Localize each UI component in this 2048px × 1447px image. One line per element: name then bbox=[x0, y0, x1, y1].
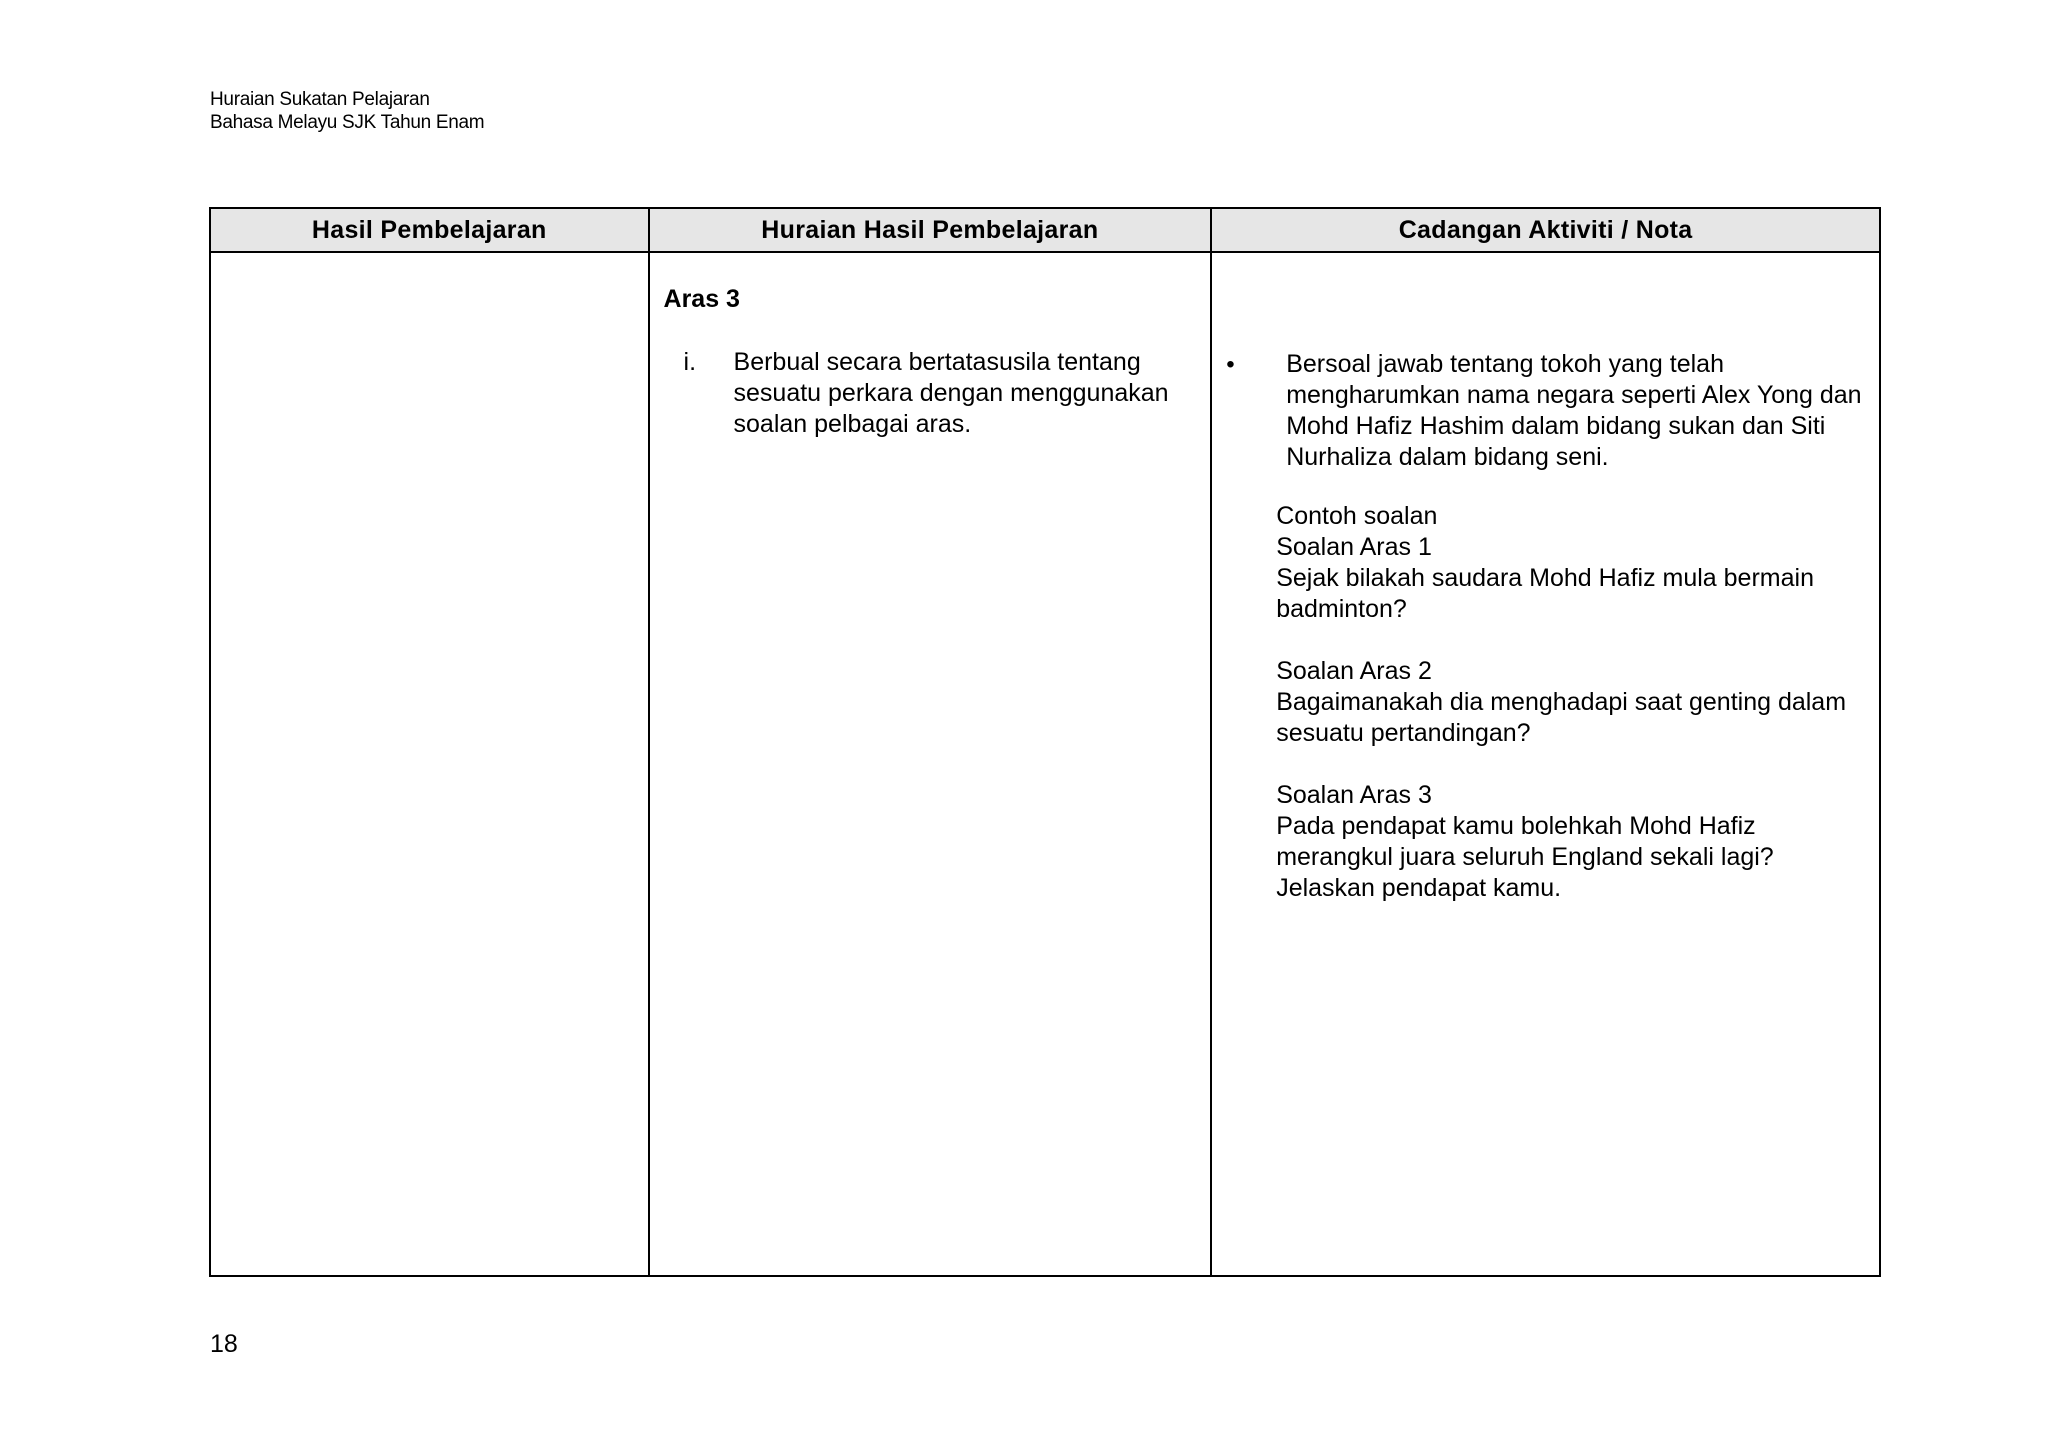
question-level1-text: Sejak bilakah saudara Mohd Hafiz mula bermain badminton? bbox=[1276, 564, 1814, 623]
activity-cell bbox=[1211, 252, 1880, 1276]
header-learning-outcome: Hasil Pembelajaran bbox=[210, 208, 649, 252]
syllabus-table bbox=[209, 207, 1881, 1277]
item-number: i. bbox=[683, 348, 697, 376]
question-level2-label: Soalan Aras 2 bbox=[1276, 657, 1432, 685]
question-level3-text: Pada pendapat kamu bolehkah Mohd Hafiz merangkul juara seluruh England sekali lagi? bbox=[1276, 812, 1774, 871]
running-head-line1: Huraian Sukatan Pelajaran bbox=[210, 89, 430, 110]
level-heading: Aras 3 bbox=[663, 285, 740, 313]
learning-outcome-cell bbox=[210, 252, 649, 1276]
running-head-line2: Bahasa Melayu SJK Tahun Enam bbox=[210, 112, 485, 133]
table-header-row bbox=[210, 208, 1880, 252]
example-questions bbox=[1276, 501, 1876, 904]
table-row bbox=[210, 252, 1880, 1276]
examples-title: Contoh soalan bbox=[1276, 502, 1438, 530]
header-suggested-activities: Cadangan Aktiviti / Nota bbox=[1211, 208, 1880, 252]
question-level3-followup: Jelaskan pendapat kamu. bbox=[1276, 874, 1562, 902]
description-cell bbox=[649, 252, 1212, 1276]
question-level3-label: Soalan Aras 3 bbox=[1276, 781, 1432, 809]
header-outcome-description: Huraian Hasil Pembelajaran bbox=[649, 208, 1212, 252]
question-level1-label: Soalan Aras 1 bbox=[1276, 533, 1432, 561]
bullet-icon: • bbox=[1226, 351, 1235, 378]
item-text: Berbual secara bertatasusila tentang sesuatu perkara dengan menggunakan soalan pelbagai aras. bbox=[733, 348, 1169, 438]
page-number: 18 bbox=[210, 1330, 238, 1358]
activity-text: Bersoal jawab tentang tokoh yang telah mengharumkan nama negara seperti Alex Yong dan Mohd Hafiz Hashim dalam bidang sukan dan Siti Nurhaliza dalam bidang seni. bbox=[1286, 350, 1862, 471]
question-level2-text: Bagaimanakah dia menghadapi saat genting dalam sesuatu pertandingan? bbox=[1276, 688, 1847, 747]
running-head bbox=[210, 88, 484, 134]
